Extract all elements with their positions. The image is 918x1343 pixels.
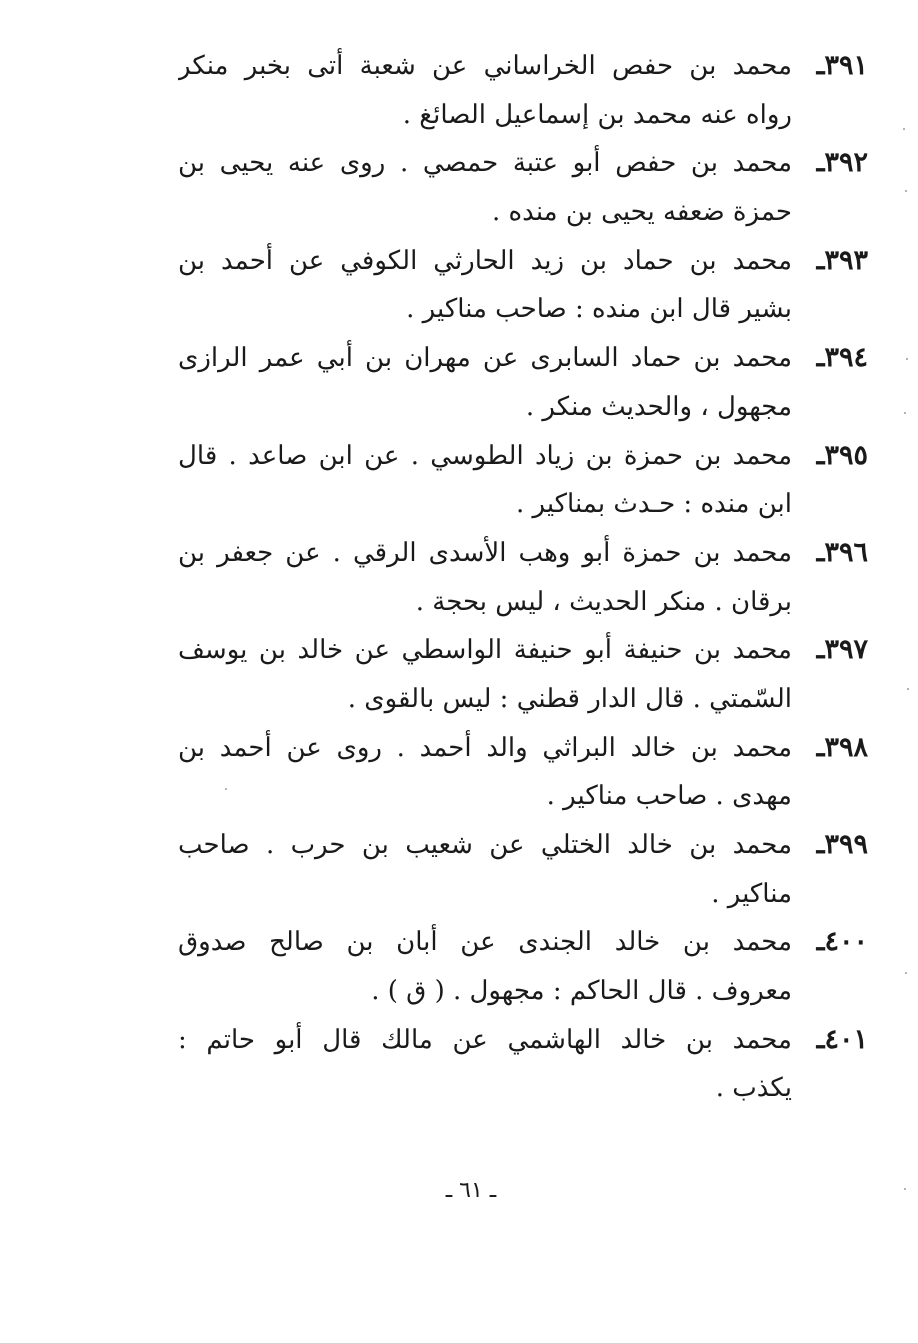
entry-text: محمد بن خالد الجندى عن أبان بن صالح صدوق — [178, 927, 792, 958]
entry-continuation: مجهول ، والحديث منكر . — [525, 391, 792, 422]
entry-number: ٣٩٤ـ — [816, 342, 868, 374]
scan-speck — [905, 190, 907, 192]
entry-number: ٣٩٣ـ — [816, 244, 868, 276]
entry-text: محمد بن خالد الختلي عن شعيب بن حرب . صاحب — [178, 830, 792, 860]
entry-continuation: رواه عنه محمد بن إسماعيل الصائغ . — [402, 99, 792, 130]
entry-number: ٣٩٩ـ — [816, 829, 868, 860]
entry-number: ٤٠١ـ — [816, 1023, 868, 1055]
entry-continuation: ابن منده : حـدث بمناكير . — [515, 489, 792, 520]
entry-continuation: يكذب . — [715, 1073, 792, 1104]
entry-number: ٣٩٥ـ — [816, 439, 868, 471]
entry-number: ٣٩١ـ — [816, 50, 868, 81]
entry-continuation: معروف . قال الحاكم : مجهول . ( ق ) . — [371, 976, 792, 1007]
entry-continuation: السّمتي . قال الدار قطني : ليس بالقوى . — [347, 683, 792, 714]
entry-text: محمد بن حمزة أبو وهب الأسدى الرقي . عن جعفر بن — [178, 537, 792, 568]
entry-number: ٣٩٦ـ — [816, 536, 868, 568]
page-number: ـ ٦١ ـ — [445, 1178, 497, 1203]
entry-text: محمد بن حماد السابرى عن مهران بن أبي عمر الرازى — [178, 343, 792, 374]
entry-continuation: برقان . منكر الحديث ، ليس بحجة . — [415, 586, 792, 617]
entry-continuation: مناكير . — [711, 878, 792, 909]
scan-speck — [904, 412, 906, 414]
entry-text: محمد بن خالد الهاشمي عن مالك قال أبو حاتم : — [178, 1024, 792, 1055]
entry-text: محمد بن خالد البراثي والد أحمد . روى عن أحمد بن — [178, 732, 792, 763]
list-item — [178, 139, 868, 236]
scan-speck — [906, 358, 908, 360]
entry-number: ٣٩٢ـ — [816, 147, 868, 179]
entry-text: محمد بن حماد بن زيد الحارثي الكوفي عن أحمد بن — [178, 245, 792, 276]
scan-speck — [903, 128, 905, 130]
entry-text: محمد بن حمزة بن زياد الطوسي . عن ابن صاعد . قال — [178, 440, 792, 471]
list-item — [178, 821, 868, 918]
list-item — [178, 1016, 868, 1113]
entry-number: ٣٩٧ـ — [816, 634, 868, 666]
list-item — [178, 432, 868, 529]
entry-continuation: مهدى . صاحب مناكير . — [546, 781, 792, 812]
entry-list — [178, 42, 868, 1113]
list-item — [178, 334, 868, 431]
entry-text: محمد بن حفص أبو عتبة حمصي . روى عنه يحيى بن — [178, 148, 792, 179]
list-item — [178, 918, 868, 1015]
scan-speck — [904, 1188, 906, 1190]
entry-number: ٤٠٠ـ — [816, 926, 868, 958]
list-item — [178, 724, 868, 821]
scan-speck — [907, 688, 909, 690]
entry-continuation: حمزة ضعفه يحيى بن منده . — [492, 197, 792, 228]
list-item — [178, 626, 868, 723]
list-item — [178, 529, 868, 626]
entry-text: محمد بن حفص الخراساني عن شعبة أتى بخبر منكر — [178, 51, 792, 81]
entry-number: ٣٩٨ـ — [816, 731, 868, 763]
entry-text: محمد بن حنيفة أبو حنيفة الواسطي عن خالد بن يوسف — [178, 635, 792, 666]
scan-speck — [905, 972, 907, 974]
scan-speck — [225, 788, 227, 790]
list-item — [178, 42, 868, 139]
list-item — [178, 237, 868, 334]
entry-continuation: بشير قال ابن منده : صاحب مناكير . — [406, 294, 792, 325]
